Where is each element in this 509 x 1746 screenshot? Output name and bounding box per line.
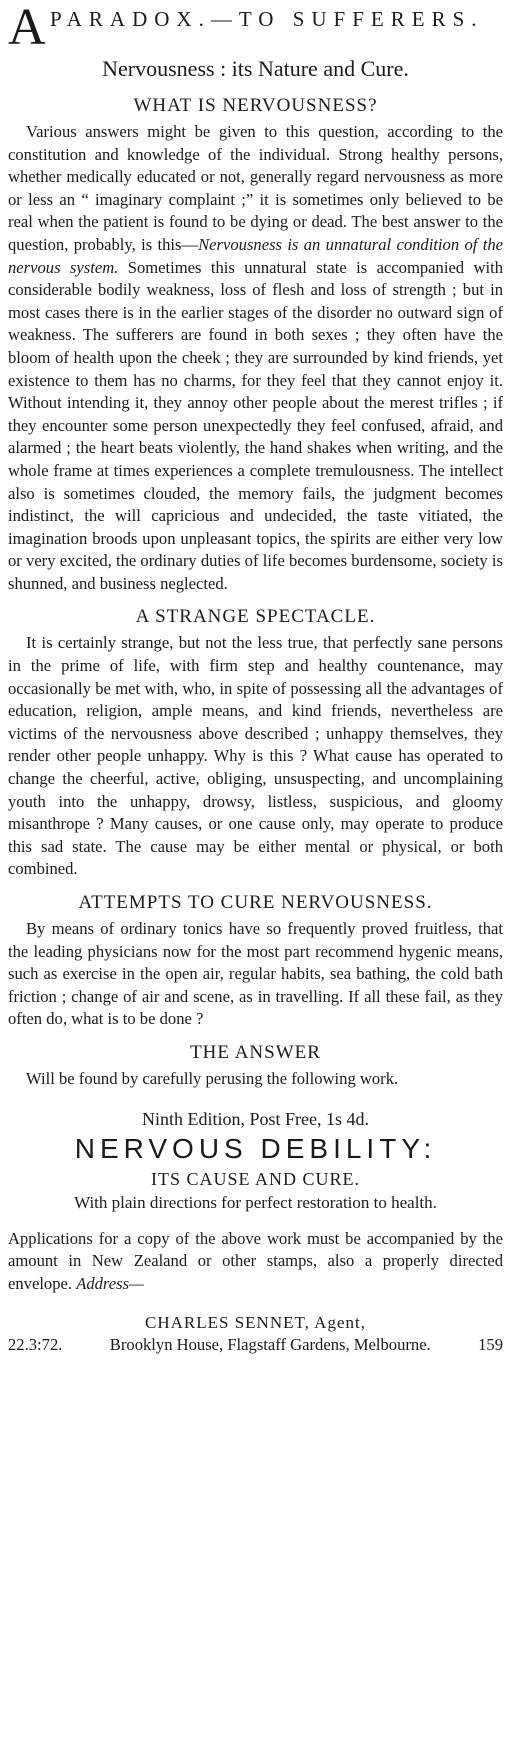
section-heading-strange-spectacle: A STRANGE SPECTACLE. (135, 606, 376, 628)
section-body-strange-spectacle: It is certainly strange, but not the less true, that perfectly sane persons in the prime of life, with firm step and healthy countenance, may occasionally be met with, who, in spite of possessing all the advantages of education, religion, ample means, and kind friends, nevertheless are victims of the nervousness above described ; unhappy themselves, they render other people unhappy. Why is this ? What cause has operated to change the cheerful, active, obliging, unsuspecting, and uncomplaining youth into the unhappy, drowsy, listless, suspicious, and gloomy misanthrope ? Many causes, or one cause only, may operate to produce this sad state. The cause may be either mental or physical, or both combined. (8, 633, 503, 879)
advertisement-block (8, 1107, 503, 1214)
body-emphasis: Nervousness is an unnatural condition of the nervous system. (8, 234, 503, 277)
address-label: Address— (76, 1273, 144, 1293)
date-stamp: 22.3:72. (8, 1334, 63, 1354)
section-heading-the-answer: THE ANSWER (190, 1041, 321, 1063)
body-lead: Various answers might be given to this question, according to the constitution and knowledge of the individual. Strong healthy persons, whether medically educated or not, generally regard nervousness as more or less an “ imaginary complaint ;” it is sometimes only believed to be real when the patient is found to be dying or dead. The best answer to the question, probably, is this— (8, 122, 503, 254)
ad-tagline: With plain directions for perfect restoration to health. (74, 1192, 437, 1212)
page-title: PARADOX.—TO SUFFERERS. (50, 7, 484, 31)
ad-subtitle: ITS CAUSE AND CURE. (150, 1168, 361, 1189)
application-main: Applications for a copy of the above work must be accompanied by the amount in New Zealand or other stamps, also a properly directed envelope. (8, 1228, 503, 1293)
ad-edition: Ninth Edition, Post Free, 1s 4d. (141, 1108, 369, 1129)
ad-title: NERVOUS DEBILITY: (74, 1132, 437, 1164)
section-heading-attempts-to-cure: ATTEMPTS TO CURE NERVOUSNESS. (78, 892, 433, 913)
section-body-what-is-nervousness (8, 121, 503, 595)
agent-name: CHARLES SENNET, Agent, (145, 1312, 366, 1332)
agent-address: Brooklyn House, Flagstaff Gardens, Melbourne. (109, 1334, 431, 1354)
body-rest: Sometimes this unnatural state is accompanied with considerable bodily weakness, loss of flesh and loss of strength ; but in most cases there is in the earlier stages of the disorder no outward sign of weakness. The sufferers are found in both sexes ; they often have the bloom of health upon the cheek ; they are surrounded by kind friends, yet existence to them has no charms, for they feel that they cannot enjoy it. Without intending it, they annoy other people about the merest trifles ; if they encounter some person unexpectedly they feel confused, afraid, and alarmed ; the heart beats violently, the hand shakes when writing, and the whole frame at times experiences a complete tremulousness. The intellect also is sometimes clouded, the memory fails, the judgment becomes indistinct, the will capricious and undecided, the taste vitiated, the imagination broods upon unpleasant topics, the spirits are either very low or very excited, the ordinary duties of life becomes burdensome, society is shunned, and business neglected. (8, 257, 503, 593)
ad-number: 159 (478, 1334, 503, 1354)
application-text (8, 1228, 503, 1296)
drop-cap: A (8, 0, 46, 56)
header-row (8, 0, 503, 56)
address-row (8, 1334, 503, 1355)
section-heading-what-is-nervousness: WHAT IS NERVOUSNESS? (133, 95, 378, 116)
section-body-attempts-to-cure: By means of ordinary tonics have so frequently proved fruitless, that the leading physicians now for the most part recommend hygenic means, such as exercise in the open air, regular habits, sea bathing, the cold bath friction ; change of air and scene, as in travelling. If all these fail, as they often do, what is to be done ? (8, 919, 503, 1029)
page-subtitle: Nervousness : its Nature and Cure. (102, 56, 409, 81)
section-body-the-answer: Will be found by carefully perusing the following work. (26, 1068, 399, 1088)
